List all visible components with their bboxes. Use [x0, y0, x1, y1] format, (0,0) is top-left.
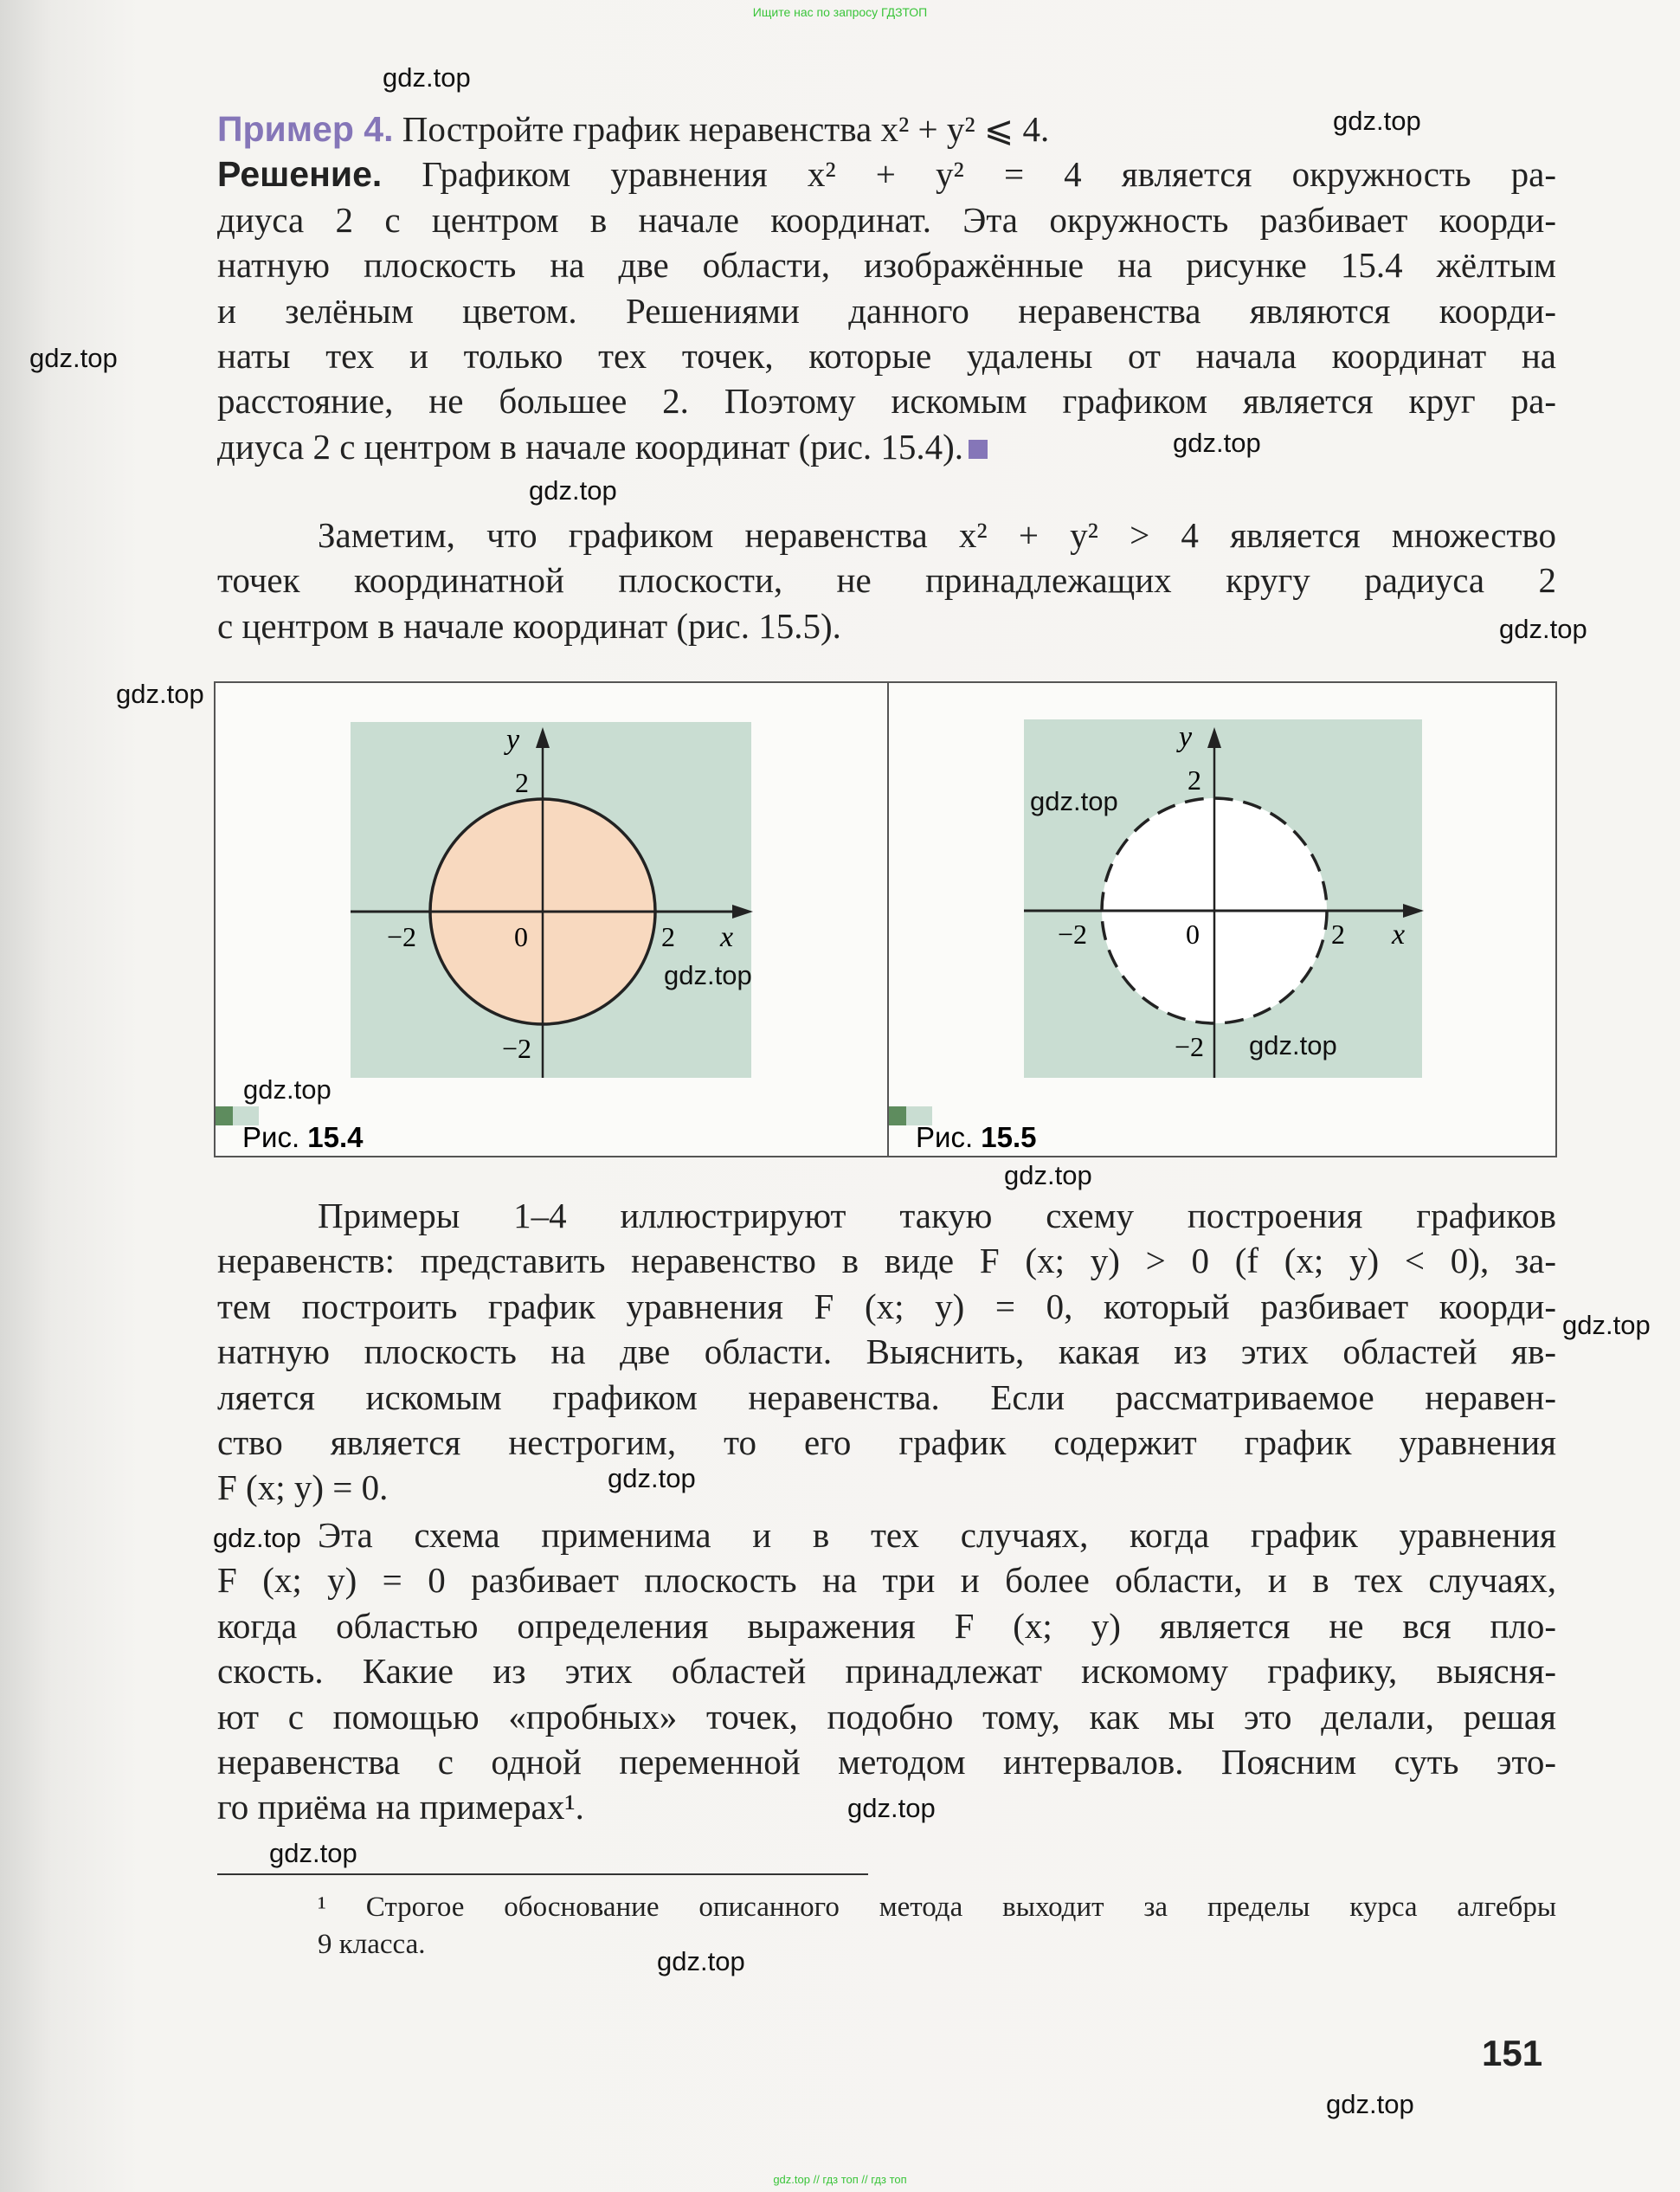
text-line: точек координатной плоскости, не принадлежащих кругу радиуса 2 [217, 560, 1556, 601]
tick-x-2: 2 [1331, 919, 1345, 950]
watermark: gdz.top [1249, 1030, 1337, 1061]
text-line: диуса 2 с центром в начале координат (рис. 15.4). [217, 426, 964, 467]
x-label: x [1392, 919, 1406, 951]
text-line: диуса 2 с центром в начале координат. Эта окружность разбивает коорди- [217, 199, 1556, 240]
y-label: y [506, 724, 520, 756]
tick-y-neg2: −2 [502, 1033, 532, 1064]
text-line: Заметим, что графиком неравенства x² + y² > 4 является множество [318, 515, 1556, 555]
figure-caption [916, 1121, 1037, 1153]
text-line: с центром в начале координат (рис. 15.5). [217, 605, 841, 646]
text-line: тем построить график уравнения F (x; y) = 0, который разбивает коорди- [217, 1286, 1556, 1326]
text-line: натную плоскость на две области. Выяснить, какая из этих областей яв- [217, 1331, 1556, 1372]
watermark: gdz.top [29, 343, 118, 373]
watermark: gdz.top [529, 475, 617, 506]
text-line: и зелёным цветом. Решениями данного неравенства являются коорди- [217, 290, 1556, 331]
tick-y-neg2: −2 [1175, 1031, 1205, 1062]
tick-x-neg2: −2 [1058, 919, 1088, 950]
tick-x-neg2: −2 [387, 921, 417, 952]
text-line: F (x; y) = 0. [217, 1467, 389, 1508]
caption-number: 15.5 [981, 1121, 1037, 1153]
caption-prefix: Рис. [916, 1121, 974, 1153]
text-line: Эта схема применима и в тех случаях, когда график уравнения [318, 1515, 1556, 1555]
text-line: неравенства с одной переменной методом интервалов. Поясним суть это- [217, 1741, 1556, 1782]
origin-label: 0 [1186, 919, 1200, 950]
paragraph-3 [217, 1193, 1556, 1511]
watermark: gdz.top [1173, 428, 1261, 458]
footnote [318, 1889, 1556, 1963]
watermark: gdz.top [608, 1463, 696, 1493]
text-line: F (x; y) = 0 разбивает плоскость на три и более области, и в тех случаях, [217, 1560, 1556, 1601]
example-heading: Пример 4. [217, 109, 394, 149]
tick-x-2: 2 [661, 921, 675, 952]
example-task: Постройте график неравенства x² + y² ⩽ 4. [393, 109, 1050, 149]
footnote-divider [217, 1873, 868, 1875]
watermark: gdz.top [269, 1838, 357, 1868]
text-line: Графиком уравнения x² + y² = 4 является окружность ра- [382, 154, 1556, 195]
text-line: неравенств: представить неравенство в виде F (x; y) > 0 (f (x; y) < 0), за- [217, 1241, 1556, 1281]
text-line: ют с помощью «пробных» точек, подобно тому, как мы это делали, решая [217, 1696, 1556, 1737]
caption-number: 15.4 [307, 1121, 364, 1153]
watermark: gdz.top [664, 960, 752, 990]
watermark: gdz.top [383, 62, 471, 93]
caption-marker-icon [889, 1106, 906, 1125]
bottom-banner: gdz.top // гдз топ // гдз топ [773, 2173, 907, 2186]
caption-marker-icon [216, 1106, 233, 1125]
top-banner: Ищите нас по запросу ГДЗТОП [752, 5, 928, 19]
caption-prefix: Рис. [242, 1121, 300, 1153]
watermark: gdz.top [1562, 1310, 1651, 1340]
solution-heading: Решение. [217, 154, 383, 195]
figure-caption [242, 1121, 364, 1153]
watermark: gdz.top [213, 1523, 301, 1553]
text-line: когда областью определения выражения F (x; y) является не вся пло- [217, 1605, 1556, 1646]
text-line: го приёма на примерах¹. [217, 1787, 584, 1828]
x-label: x [720, 921, 734, 953]
footnote-line: ¹ Строгое обоснование описанного метода выходит за пределы курса алгебры [318, 1892, 1556, 1923]
watermark: gdz.top [1030, 786, 1118, 816]
text-line: скость. Какие из этих областей принадлежат искомому графику, выясня- [217, 1651, 1556, 1692]
footnote-line: 9 класса. [318, 1929, 426, 1960]
text-line: расстояние, не большее 2. Поэтому искомым графиком является круг ра- [217, 381, 1556, 422]
watermark: gdz.top [116, 679, 204, 709]
text-line: натную плоскость на две области, изображённые на рисунке 15.4 жёлтым [217, 245, 1556, 286]
tick-y-2: 2 [1188, 764, 1201, 796]
watermark: gdz.top [1499, 614, 1587, 644]
watermark: gdz.top [847, 1793, 936, 1823]
text-line: ство является нестрогим, то его график содержит график уравнения [217, 1422, 1556, 1462]
text-line: ляется искомым графиком неравенства. Если рассматриваемое неравен- [217, 1376, 1556, 1417]
paragraph-4 [217, 1512, 1556, 1830]
watermark: gdz.top [1004, 1160, 1092, 1190]
text-line: наты тех и только тех точек, которые удалены от начала координат на [217, 335, 1556, 376]
origin-label: 0 [514, 921, 528, 952]
watermark: gdz.top [657, 1946, 745, 1976]
tick-y-2: 2 [515, 767, 529, 798]
y-label: y [1179, 721, 1193, 753]
watermark: gdz.top [243, 1074, 331, 1105]
watermark: gdz.top [1333, 106, 1421, 136]
text-line: Примеры 1–4 иллюстрируют такую схему построения графиков [318, 1196, 1556, 1235]
watermark: gdz.top [1326, 2089, 1414, 2119]
page-number: 151 [1482, 2033, 1543, 2073]
